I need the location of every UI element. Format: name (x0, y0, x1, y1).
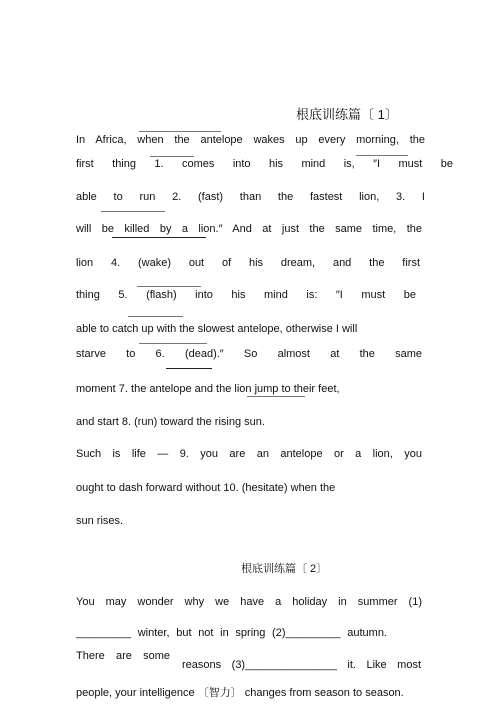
text-line-14: You may wonder why we have a holiday in summer (1) (76, 596, 422, 608)
text-line-17: reasons (3)_______________ it. Like most (182, 659, 421, 671)
text-line-12: ought to dash forward without 10. (hesitate) when the (76, 482, 336, 494)
answer-blank-rule (150, 156, 194, 157)
answer-blank-rule (139, 131, 221, 132)
text-line-15: _________ winter, but not in spring (2)_________ autumn. (76, 627, 387, 639)
text-line-8: starve to 6. (dead).″ So almost at the same (76, 348, 422, 360)
section-1-title: 根底训练篇〔 1〕 (296, 107, 398, 122)
section-2-title: 根底训练篇〔 2〕 (241, 563, 328, 575)
text-line-6: thing 5. (flash) into his mind is: ″I must be (76, 289, 416, 301)
answer-blank-rule (247, 396, 305, 397)
answer-blank-rule (112, 237, 206, 238)
text-line-7: able to catch up with the slowest antelope, otherwise I will (76, 323, 358, 335)
text-line-10: and start 8. (run) toward the rising sun. (76, 416, 265, 428)
text-line-13: sun rises. (76, 515, 124, 527)
text-line-4: will be killed by a lion.″ And at just the same time, the (76, 223, 422, 235)
text-line-11: Such is life — 9. you are an antelope or a lion, you (76, 448, 422, 460)
text-line-5: lion 4. (wake) out of his dream, and the first (76, 257, 420, 269)
answer-blank-rule (101, 211, 165, 212)
answer-blank-rule (166, 368, 212, 369)
text-line-2: first thing 1. comes into his mind is, ″I must be (76, 158, 453, 170)
answer-blank-rule (356, 155, 408, 156)
text-line-1: In Africa, when the antelope wakes up every morning, the (76, 134, 425, 146)
answer-blank-rule (128, 316, 183, 317)
text-line-3: able to run 2. (fast) than the fastest lion, 3. I (76, 191, 425, 203)
text-line-16: There are some (76, 650, 170, 662)
answer-blank-rule (139, 343, 207, 344)
text-line-9: moment 7. the antelope and the lion jump to their feet, (76, 383, 340, 395)
answer-blank-rule (137, 286, 201, 287)
text-line-18: people, your intelligence 〔智力〕 changes from season to season. (76, 687, 404, 699)
